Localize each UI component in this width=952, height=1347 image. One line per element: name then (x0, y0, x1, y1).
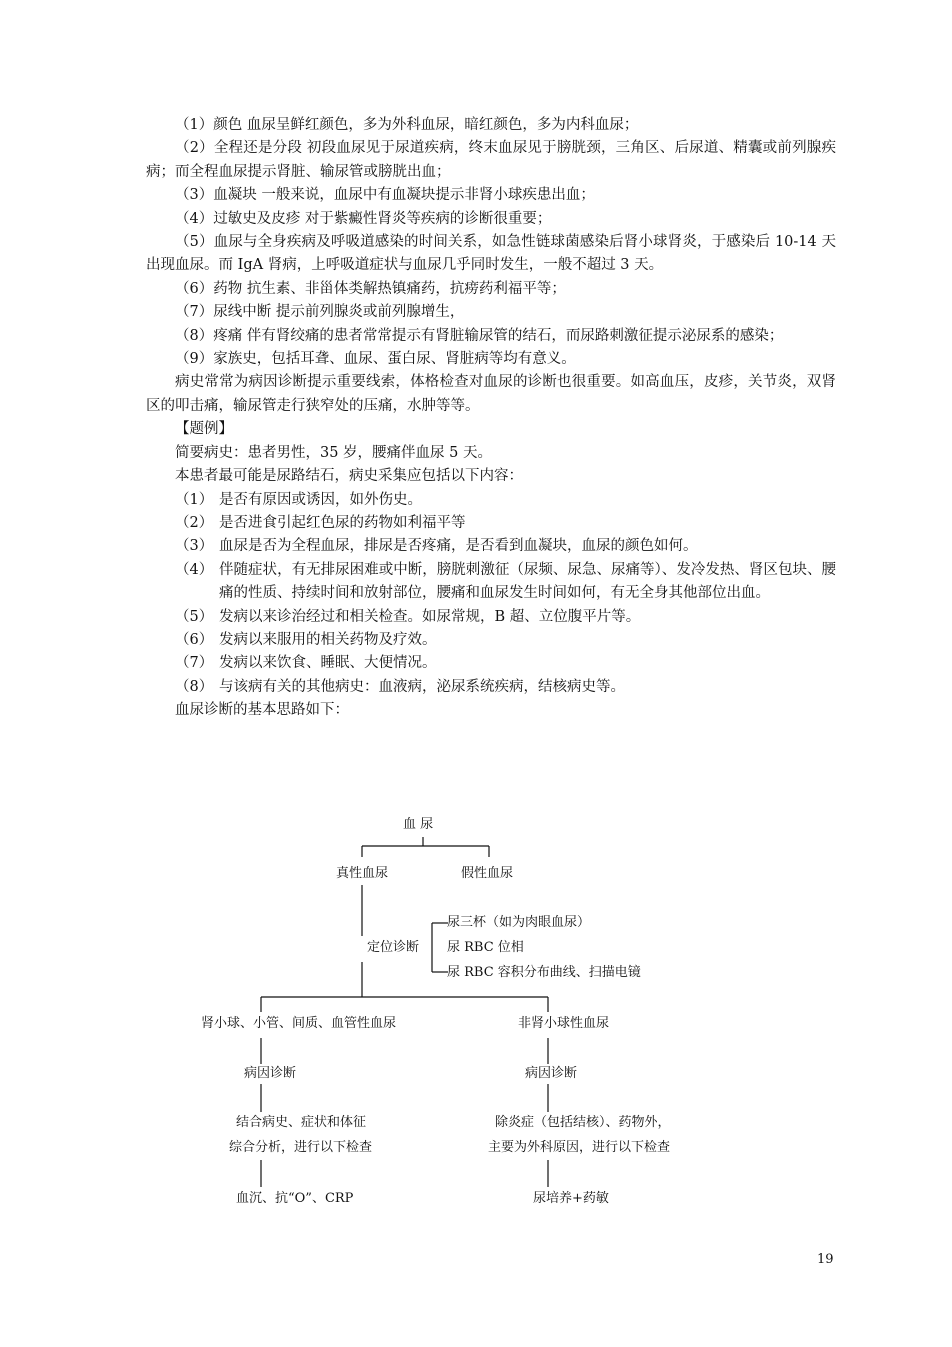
case-item-3: （3） 血尿是否为全程血尿，排尿是否疼痛，是否看到血凝块，血尿的颜色如何。 (175, 538, 698, 555)
intro-item-4: （4）过敏史及皮疹 对于紫癜性肾炎等疾病的诊断很重要； (175, 210, 552, 227)
intro-item-1: （1）颜色 血尿呈鲜红颜色，多为外科血尿，暗红颜色，多为内科血尿； (175, 117, 639, 133)
flow-node-right-tests: 尿培养+药敏 (533, 1191, 609, 1206)
intro-item-5: （5）血尿与全身疾病及呼吸道感染的时间关系，如急性链球菌感染后肾小球肾炎，于感染后 10-14 天出现血尿。而 IgA 肾病，上呼吸道症状与血尿几乎同时发生，一般不超过 3 天。 (146, 234, 837, 274)
case-item-6: （6） 发病以来服用的相关药物及疗效。 (175, 631, 437, 648)
exam-paragraph: 病史常常为病因诊断提示重要线索，体格检查对血尿的诊断也很重要。如高血压，皮疹，关节炎，双肾区的叩击痛，输尿管走行狭窄处的压痛，水肿等等。 (146, 374, 836, 414)
flow-node-method-2: 尿 RBC 位相 (447, 940, 524, 955)
flow-node-false-hematuria: 假性血尿 (461, 866, 514, 881)
intro-item-9: （9）家族史，包括耳聋、血尿、蛋白尿、肾脏病等均有意义。 (175, 351, 576, 368)
case-summary: 简要病史：患者男性，35 岁，腰痛伴血尿 5 天。 (175, 444, 493, 461)
case-item-5: （5） 发病以来诊治经过和相关检查。如尿常规，B 超、立位腹平片等。 (175, 608, 641, 625)
flow-node-localization: 定位诊断 (367, 940, 420, 955)
intro-item-2: （2）全程还是分段 初段血尿见于尿道疾病，终末血尿见于膀胱颈，三角区、后尿道、精囊或前列腺疾病；而全程血尿提示肾脏、输尿管或膀胱出血； (146, 140, 836, 180)
flow-node-method-3: 尿 RBC 容积分布曲线、扫描电镜 (447, 965, 641, 980)
flowchart-intro: 血尿诊断的基本思路如下： (175, 702, 349, 719)
flow-node-true-hematuria: 真性血尿 (336, 866, 389, 881)
flow-node-left-desc-1: 结合病史、症状和体征 (236, 1115, 367, 1130)
intro-item-7: （7）尿线中断 提示前列腺炎或前列腺增生， (175, 304, 465, 321)
case-item-4: （4） 伴随症状，有无排尿困难或中断，膀胱刺激征（尿频、尿急、尿痛等）、发冷发热、肾区包块、腰痛的性质、持续时间和放射部位，腰痛和血尿发生时间如何，有无全身其他部位出血。 (175, 561, 836, 602)
case-item-8: （8） 与该病有关的其他病史：血液病，泌尿系统疾病，结核病史等。 (175, 678, 625, 695)
case-item-1: （1） 是否有原因或诱因，如外伤史。 (175, 491, 422, 508)
flow-node-right-title: 非肾小球性血尿 (518, 1016, 610, 1031)
intro-item-8: （8）疼痛 伴有肾绞痛的患者常常提示有肾脏输尿管的结石，而尿路刺激征提示泌尿系的感染； (175, 327, 784, 344)
flow-node-right-desc-1: 除炎症（包括结核）、药物外， (495, 1115, 671, 1130)
flow-node-right-desc-2: 主要为外科原因，进行以下检查 (488, 1140, 671, 1155)
flow-node-left-etiology: 病因诊断 (244, 1066, 297, 1081)
flow-node-right-etiology: 病因诊断 (525, 1066, 578, 1081)
intro-item-3: （3）血凝块 一般来说，血尿中有血凝块提示非肾小球疾患出血； (175, 187, 595, 204)
flow-node-root: 血 尿 (403, 817, 434, 832)
case-item-7: （7） 发病以来饮食、睡眠、大便情况。 (175, 655, 437, 672)
page-number: 19 (817, 1252, 834, 1267)
case-item-2: （2） 是否进食引起红色尿的药物如利福平等 (175, 514, 466, 531)
intro-item-6: （6）药物 抗生素、非甾体类解热镇痛药，抗痨药利福平等； (175, 280, 566, 297)
flow-node-method-1: 尿三杯（如为肉眼血尿） (447, 915, 591, 930)
case-intro: 本患者最可能是尿路结石，病史采集应包括以下内容： (175, 468, 523, 485)
flow-node-left-title: 肾小球、小管、间质、血管性血尿 (201, 1016, 397, 1031)
flow-node-left-tests: 血沉、抗“O”、CRP (236, 1191, 354, 1206)
example-heading: 【题例】 (175, 421, 233, 438)
flow-node-left-desc-2: 综合分析，进行以下检查 (229, 1140, 373, 1155)
